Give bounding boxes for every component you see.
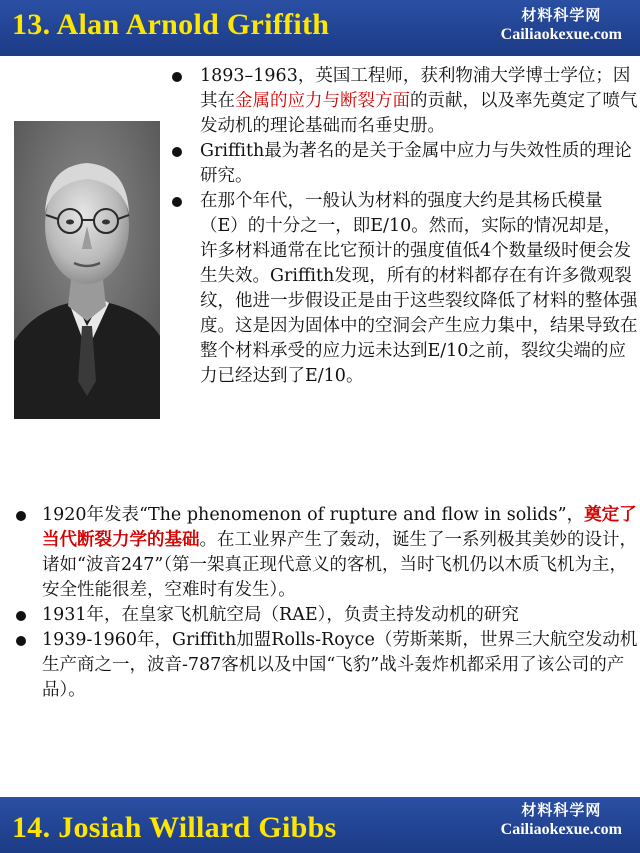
header-bar (0, 0, 640, 56)
watermark (501, 801, 622, 840)
bullet-dot-icon (172, 197, 182, 207)
bullet-dot-icon (16, 611, 26, 621)
bullet-text: Griffith最为著名的是关于金属中应力与失效性质的理论研究。 (200, 141, 632, 186)
watermark-cn: 材料科学网 (521, 801, 602, 819)
bullet-item (14, 503, 640, 603)
bullet-item (14, 603, 640, 628)
bullet-item (14, 628, 640, 703)
bullet-dot-icon (16, 511, 26, 521)
highlight-text: 金属的应力与断裂方面 (235, 91, 410, 111)
bullet-text: 1931年，在皇家飞机航空局（RAE），负责主持发动机的研究 (42, 605, 519, 625)
bullet-dot-icon (172, 72, 182, 82)
bullet-text: 的贡献，以及率先奠定了喷气发动机的理论基础而名垂史册。 (200, 91, 638, 136)
slide-title: 13. Alan Arnold Griffith (12, 8, 330, 41)
bullet-text: 1920年发表“The phenomenon of rupture and flow in solids”， (42, 505, 585, 525)
bullet-item (168, 139, 638, 189)
upper-bullet-list (168, 64, 638, 389)
highlight-text: 奠定了当代断裂力学的基础 (42, 505, 637, 550)
bullet-item (168, 64, 638, 139)
watermark (501, 6, 622, 45)
bullet-text: 。在工业界产生了轰动，诞生了一系列极其美妙的设计，诸如“波音247”（第一架真正现代意义的客机，当时飞机仍以木质飞机为主，安全性能很差，空难时有发生）。 (42, 530, 637, 600)
watermark-en: Cailiaokexue.com (500, 26, 622, 43)
bullet-text: 1939-1960年，Griffith加盟Rolls-Royce（劳斯莱斯，世界三大航空发动机生产商之一，波音-787客机以及中国“飞豹”战斗轰炸机都采用了该公司的产品）。 (42, 630, 638, 700)
bullet-dot-icon (16, 636, 26, 646)
bullet-item (168, 189, 638, 389)
footer-bar (0, 797, 640, 853)
watermark-cn: 材料科学网 (521, 6, 602, 24)
watermark-en: Cailiaokexue.com (500, 821, 622, 838)
portrait-photo (14, 121, 160, 419)
next-slide-title: 14. Josiah Willard Gibbs (12, 811, 337, 844)
bullet-dot-icon (172, 147, 182, 157)
lower-bullet-list (14, 503, 640, 703)
bullet-text: 1893–1963，英国工程师，获利物浦大学博士学位；因其在 (200, 66, 631, 111)
bullet-text: 在那个年代，一般认为材料的强度大约是其杨氏模量（E）的十分之一，即E/10。然而，实际的情况却是，许多材料通常在比它预计的强度值低4个数量级时便会发生失效。Griffith发现，所有的材料都存在有许多微观裂纹，他进一步假设正是由于这些裂纹降低了材料的整体强度。这是因为固体中的空洞会产生应力集中，结果导致在整个材料承受的应力远未达到E/10之前，裂纹尖端的应力已经达到了E/10。 (200, 191, 638, 386)
